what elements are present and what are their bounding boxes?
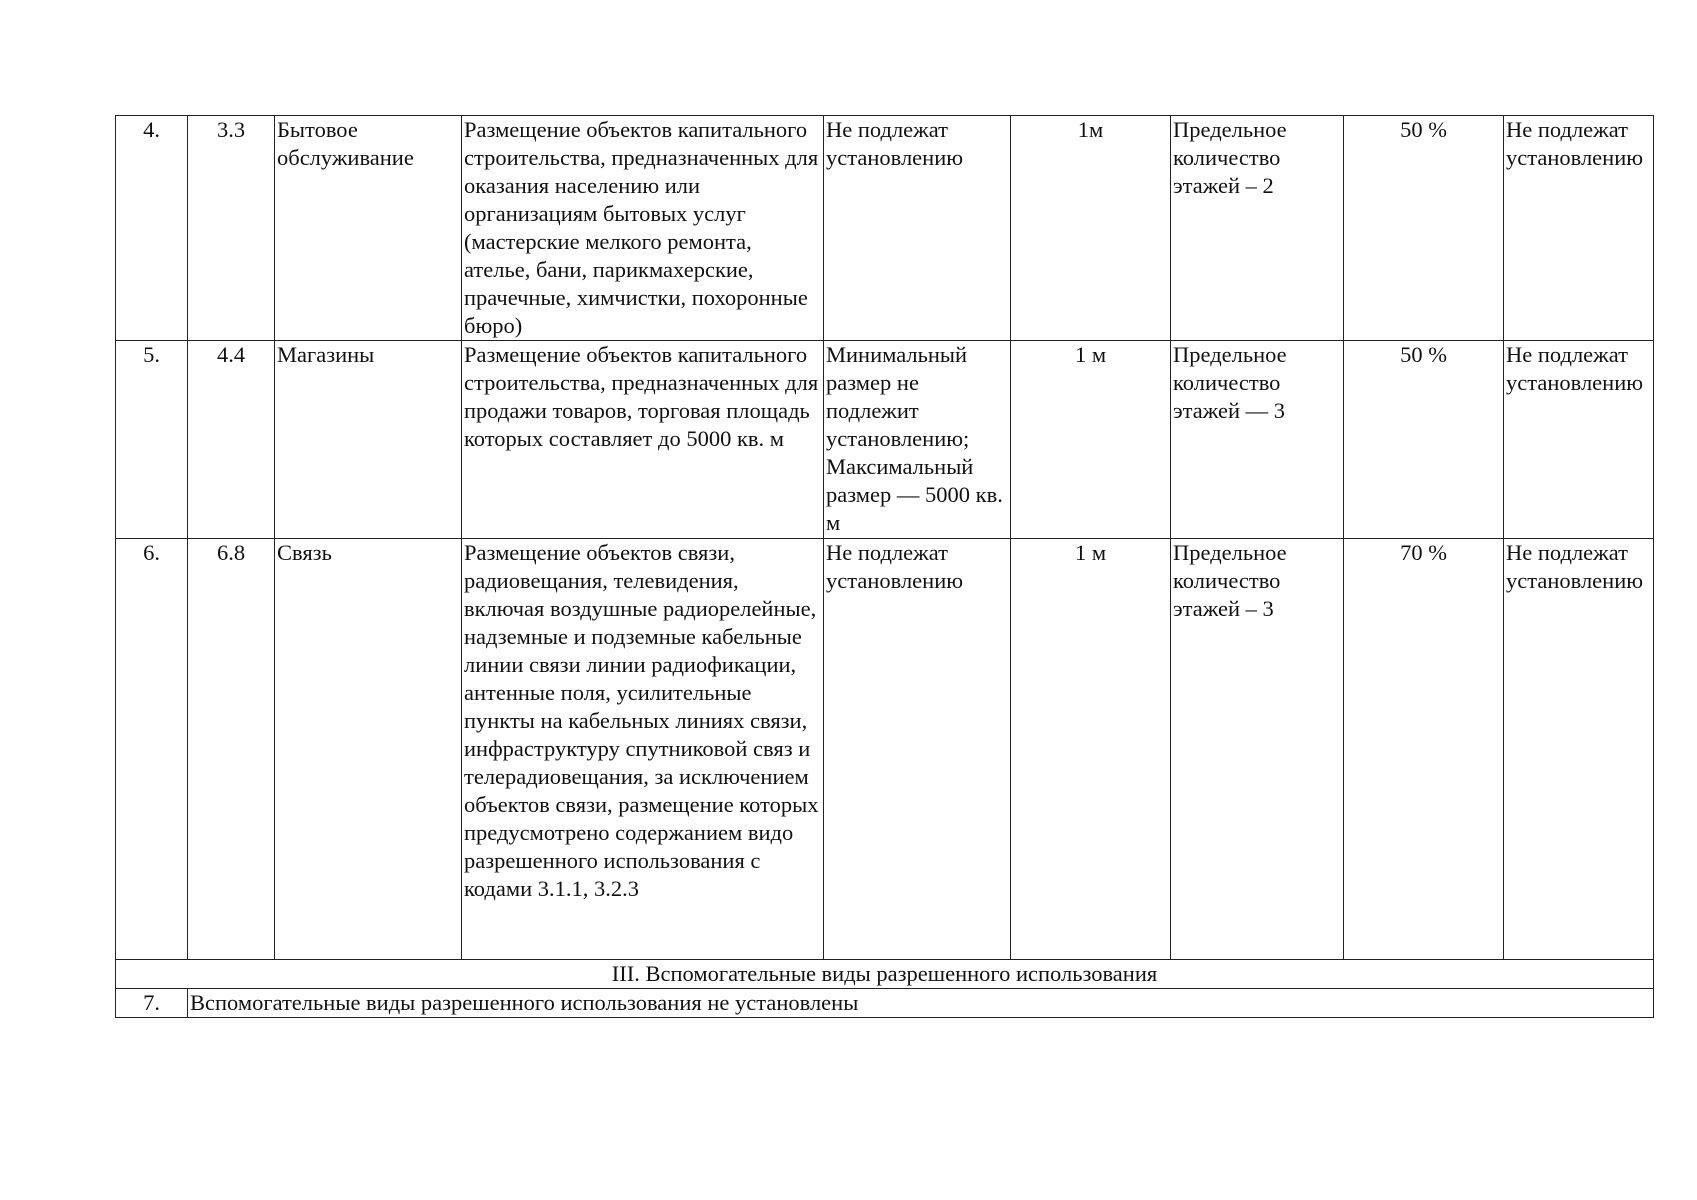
plot-size: Не подлежат установлению — [824, 116, 1011, 341]
use-code: 4.4 — [188, 341, 275, 539]
floors-limit: Предельное количество этажей – 3 — [1171, 539, 1344, 960]
row-number: 7. — [116, 989, 188, 1018]
use-name: Связь — [275, 539, 462, 960]
row-number: 5. — [116, 341, 188, 539]
coverage-percent: 70 % — [1344, 539, 1504, 960]
use-name: Бытовое обслуживание — [275, 116, 462, 341]
plot-size: Не подлежат установлению — [824, 539, 1011, 960]
coverage-percent: 50 % — [1344, 116, 1504, 341]
other-params: Не подлежат установлению — [1504, 341, 1654, 539]
section-heading-row — [116, 960, 1654, 989]
floors-limit: Предельное количество этажей – 2 — [1171, 116, 1344, 341]
row-number: 4. — [116, 116, 188, 341]
use-name: Магазины — [275, 341, 462, 539]
use-description: Размещение объектов капитального строительства, предназначенных для продажи товаров, торговая площадь которых составляет до 5000 кв. м — [462, 341, 824, 539]
land-use-table — [115, 115, 1654, 1018]
setback: 1 м — [1011, 539, 1171, 960]
floors-limit: Предельное количество этажей — 3 — [1171, 341, 1344, 539]
use-code: 3.3 — [188, 116, 275, 341]
row-number: 6. — [116, 539, 188, 960]
setback: 1 м — [1011, 341, 1171, 539]
table-row — [116, 116, 1654, 341]
row-text: Вспомогательные виды разрешенного использования не установлены — [188, 989, 1654, 1018]
other-params: Не подлежат установлению — [1504, 116, 1654, 341]
table-row — [116, 341, 1654, 539]
use-description: Размещение объектов капитального строительства, предназначенных для оказания населению или организациям бытовых услуг (мастерские мелкого ремонта, ателье, бани, парикмахерские, прачечные, химчистки, похоронные бюро) — [462, 116, 824, 341]
table-row — [116, 989, 1654, 1018]
use-description: Размещение объектов связи, радиовещания, телевидения, включая воздушные радиорелейные, надземные и подземные кабельные линии связи линии радиофикации, антенные поля, усилительные пункты на кабельных линиях связи, инфраструктуру спутниковой связ и телерадиовещания, за исключением объектов связи, размещение которых предусмотрено содержанием видо разрешенного использования с кодами 3.1.1, 3.2.3 — [462, 539, 824, 960]
section-heading: III. Вспомогательные виды разрешенного использования — [116, 960, 1654, 989]
coverage-percent: 50 % — [1344, 341, 1504, 539]
plot-size: Минимальный размер не подлежит установлению; Максимальный размер — 5000 кв. м — [824, 341, 1011, 539]
setback: 1м — [1011, 116, 1171, 341]
other-params: Не подлежат установлению — [1504, 539, 1654, 960]
table-row — [116, 539, 1654, 960]
use-code: 6.8 — [188, 539, 275, 960]
